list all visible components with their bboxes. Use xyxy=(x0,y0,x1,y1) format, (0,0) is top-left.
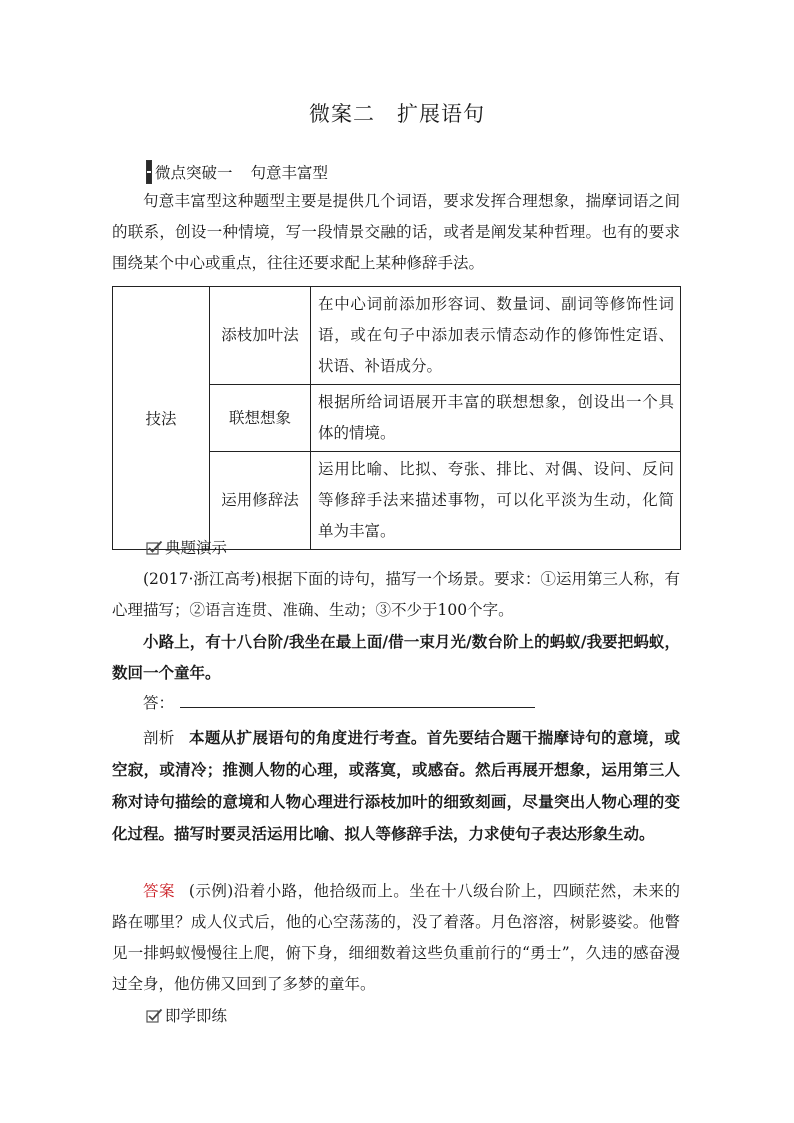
section-heading xyxy=(146,160,328,184)
analysis-label: 剖析 xyxy=(143,729,175,747)
method-desc: 在中心词前添加形容词、数量词、副词等修饰性词语，或在句子中添加表示情态动作的修饰性定语、状语、补语成分。 xyxy=(311,287,681,385)
method-name: 联想想象 xyxy=(210,385,311,452)
title-part-2: 扩展语句 xyxy=(397,102,485,126)
title-part-1: 微案二 xyxy=(309,102,375,126)
answer-blank xyxy=(180,693,535,708)
table-row xyxy=(113,287,681,385)
question-text: (2017·浙江高考)根据下面的诗句，描写一个场景。要求：①运用第三人称，有心理描写；②语言连贯、准确、生动；③不少于100个字。 xyxy=(112,570,680,619)
answer-line-row xyxy=(112,688,680,719)
practice-heading-text: 即学即练 xyxy=(165,1007,228,1025)
section-bar-icon xyxy=(146,160,152,184)
key-paragraph xyxy=(112,876,680,1000)
answer-label: 答： xyxy=(143,694,175,712)
analysis-text: 本题从扩展语句的角度进行考查。首先要结合题干揣摩诗句的意境，或空寂，或清冷；推测人物的心理，或落寞，或感奋。然后再展开想象，运用第三人称对诗句描绘的意境和人物心理进行添枝加叶的细致刻画，尽量突出人物心理的变化过程。描写时要灵活运用比喻、拟人等修辞手法，力求使句子表达形象生动。 xyxy=(112,728,680,843)
practice-heading xyxy=(146,1004,227,1026)
intro-paragraph: 句意丰富型这种题型主要是提供几个词语，要求发挥合理想象，揣摩词语之间的联系，创设一种情境，写一段情景交融的话，或者是阐发某种哲理。也有的要求围绕某个中心或重点，往往还要求配上某种修辞手法。 xyxy=(112,192,680,272)
key-text: (示例)沿着小路，他拾级而上。坐在十八级台阶上，四顾茫然，未来的路在哪里？成人仪式后，他的心空荡荡的，没了着落。月色溶溶，树影婆娑。他瞥见一排蚂蚁慢慢往上爬，俯下身，细细数着这些负重前行的“勇士”，久违的感奋漫过全身，他仿佛又回到了多梦的童年。 xyxy=(112,882,680,993)
methods-table xyxy=(112,286,681,550)
poem-text: 小路上，有十八台阶/我坐在最上面/借一束月光/数台阶上的蚂蚁/我要把蚂蚁，数回一个童年。 xyxy=(112,632,680,682)
method-desc: 根据所给词语展开丰富的联想想象，创设出一个具体的情境。 xyxy=(311,385,681,452)
key-label: 答案 xyxy=(143,882,175,900)
method-name: 运用修辞法 xyxy=(210,452,311,550)
checkbox-icon xyxy=(146,1008,163,1023)
category-cell: 技法 xyxy=(113,287,210,550)
method-desc: 运用比喻、比拟、夸张、排比、对偶、设问、反问等修辞手法来描述事物，可以化平淡为生动，化简单为丰富。 xyxy=(311,452,681,550)
analysis-paragraph xyxy=(112,722,680,850)
demo-heading-text: 典题演示 xyxy=(165,539,228,557)
demo-heading xyxy=(146,536,227,558)
method-name: 添枝加叶法 xyxy=(210,287,311,385)
section-name: 句意丰富型 xyxy=(250,164,329,182)
checkbox-icon xyxy=(146,540,163,555)
section-label: 微点突破一 xyxy=(155,164,233,182)
page-title xyxy=(0,98,794,128)
